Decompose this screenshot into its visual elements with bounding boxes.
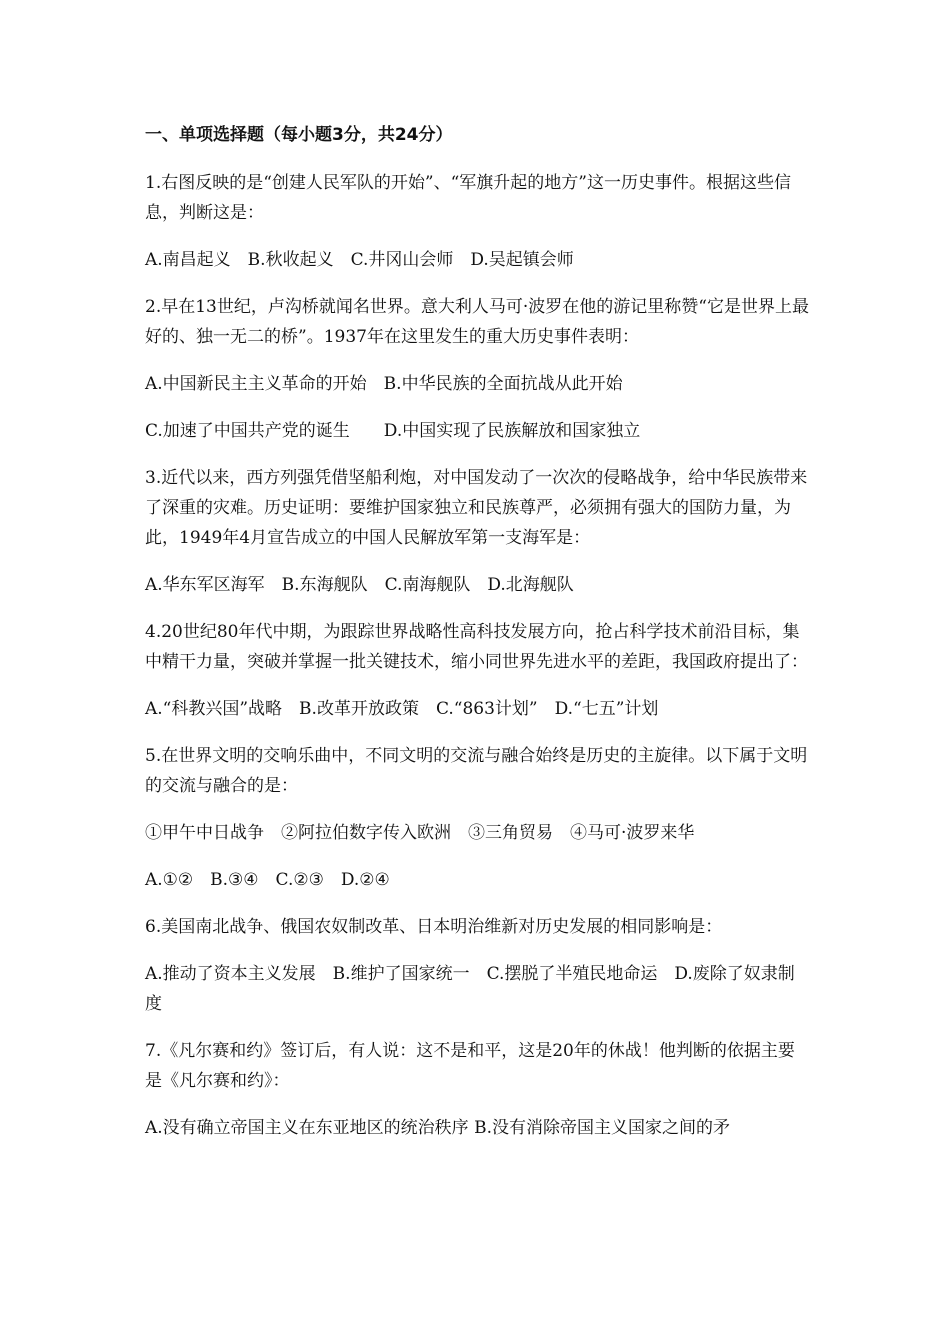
question-6-stem: 6.美国南北战争、俄国农奴制改革、日本明治维新对历史发展的相同影响是： (145, 917, 723, 937)
question-2-options-cd: C.加速了中国共产党的诞生 D.中国实现了民族解放和国家独立 (145, 421, 641, 441)
question-7-options: A.没有确立帝国主义在东亚地区的统治秩序 B.没有消除帝国主义国家之间的矛 (145, 1118, 730, 1138)
question-5-items: ①甲午中日战争 ②阿拉伯数字传入欧洲 ③三角贸易 ④马可·波罗来华 (145, 823, 695, 843)
question-3-stem: 3.近代以来，西方列强凭借坚船利炮，对中国发动了一次次的侵略战争，给中华民族带来了深重的灾难。历史证明：要维护国家独立和民族尊严，必须拥有强大的国防力量，为此，1949年4月宣告成立的中国人民解放军第一支海军是： (145, 468, 808, 548)
question-5-stem: 5.在世界文明的交响乐曲中，不同文明的交流与融合始终是历史的主旋律。以下属于文明的交流与融合的是： (145, 746, 808, 796)
question-4-options: A.“科教兴国”战略 B.改革开放政策 C.“863计划” D.“七五”计划 (145, 699, 659, 719)
question-6-options: A.推动了资本主义发展 B.维护了国家统一 C.摆脱了半殖民地命运 D.废除了奴隶制度 (145, 964, 795, 1014)
question-7-stem: 7.《凡尔赛和约》签订后，有人说：这不是和平，这是20年的休战！他判断的依据主要是《凡尔赛和约》： (145, 1041, 795, 1091)
question-1-stem: 1.右图反映的是“创建人民军队的开始”、“军旗升起的地方”这一历史事件。根据这些信息，判断这是： (145, 173, 791, 223)
question-2-options-ab: A.中国新民主主义革命的开始 B.中华民族的全面抗战从此开始 (145, 374, 623, 394)
section-title: 一、单项选择题（每小题3分，共24分） (145, 125, 453, 145)
question-1-options: A.南昌起义 B.秋收起义 C.井冈山会师 D.吴起镇会师 (145, 250, 574, 270)
question-3-options: A.华东军区海军 B.东海舰队 C.南海舰队 D.北海舰队 (145, 575, 574, 595)
question-4-stem: 4.20世纪80年代中期，为跟踪世界战略性高科技发展方向，抢占科学技术前沿目标，集中精干力量，突破并掌握一批关键技术，缩小同世界先进水平的差距，我国政府提出了： (145, 622, 808, 672)
question-5-options: A.①② B.③④ C.②③ D.②④ (145, 870, 390, 890)
question-2-stem: 2.早在13世纪，卢沟桥就闻名世界。意大利人马可·波罗在他的游记里称赞“它是世界上最好的、独一无二的桥”。1937年在这里发生的重大历史事件表明： (145, 297, 809, 347)
